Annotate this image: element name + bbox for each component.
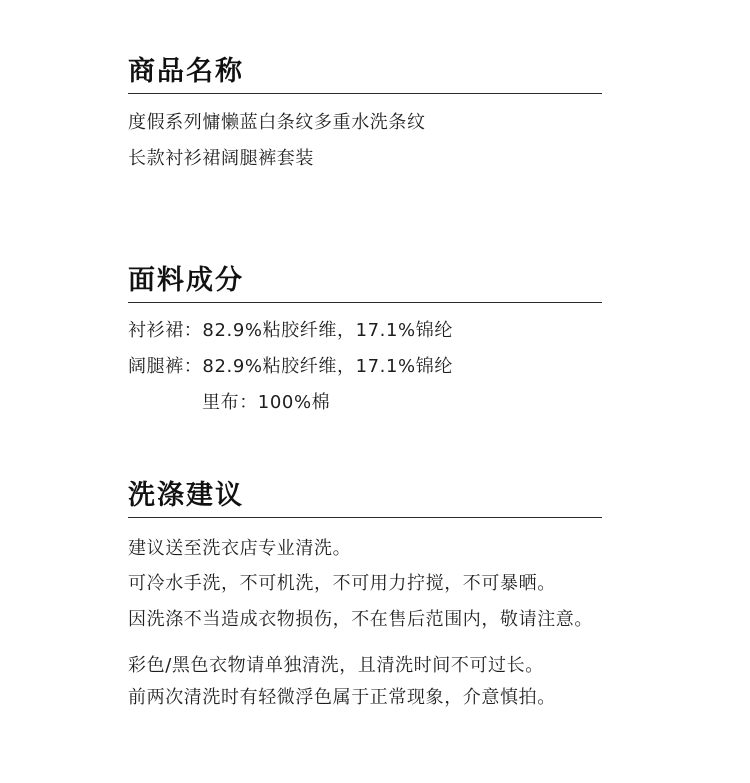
care-line-4: 彩色/黑色衣物请单独清洗，且清洗时间不可过长。 bbox=[128, 655, 544, 676]
fabric-heading: 面料成分 bbox=[128, 265, 244, 296]
care-divider bbox=[128, 517, 602, 518]
care-line-2: 可冷水手洗，不可机洗，不可用力拧搅，不可暴晒。 bbox=[128, 573, 556, 594]
fabric-line-dress: 衬衫裙：82.9%粘胶纤维，17.1%锦纶 bbox=[128, 320, 453, 341]
fabric-section bbox=[128, 264, 602, 413]
fabric-line-pants: 阔腿裤：82.9%粘胶纤维，17.1%锦纶 bbox=[128, 356, 453, 377]
care-section bbox=[128, 479, 602, 708]
care-line-3: 因洗涤不当造成衣物损伤，不在售后范围内，敬请注意。 bbox=[128, 609, 593, 630]
care-heading: 洗涤建议 bbox=[128, 480, 244, 511]
fabric-divider bbox=[128, 302, 602, 303]
product-name-line-2: 长款衬衫裙阔腿裤套装 bbox=[128, 148, 314, 169]
product-name-heading: 商品名称 bbox=[128, 56, 244, 87]
product-name-section bbox=[128, 55, 602, 169]
care-line-5: 前两次清洗时有轻微浮色属于正常现象，介意慎拍。 bbox=[128, 687, 556, 708]
care-line-1: 建议送至洗衣店专业清洗。 bbox=[128, 538, 352, 559]
product-name-line-1: 度假系列慵懒蓝白条纹多重水洗条纹 bbox=[128, 112, 426, 133]
fabric-line-lining: 里布：100%棉 bbox=[202, 392, 331, 413]
product-name-divider bbox=[128, 93, 602, 94]
